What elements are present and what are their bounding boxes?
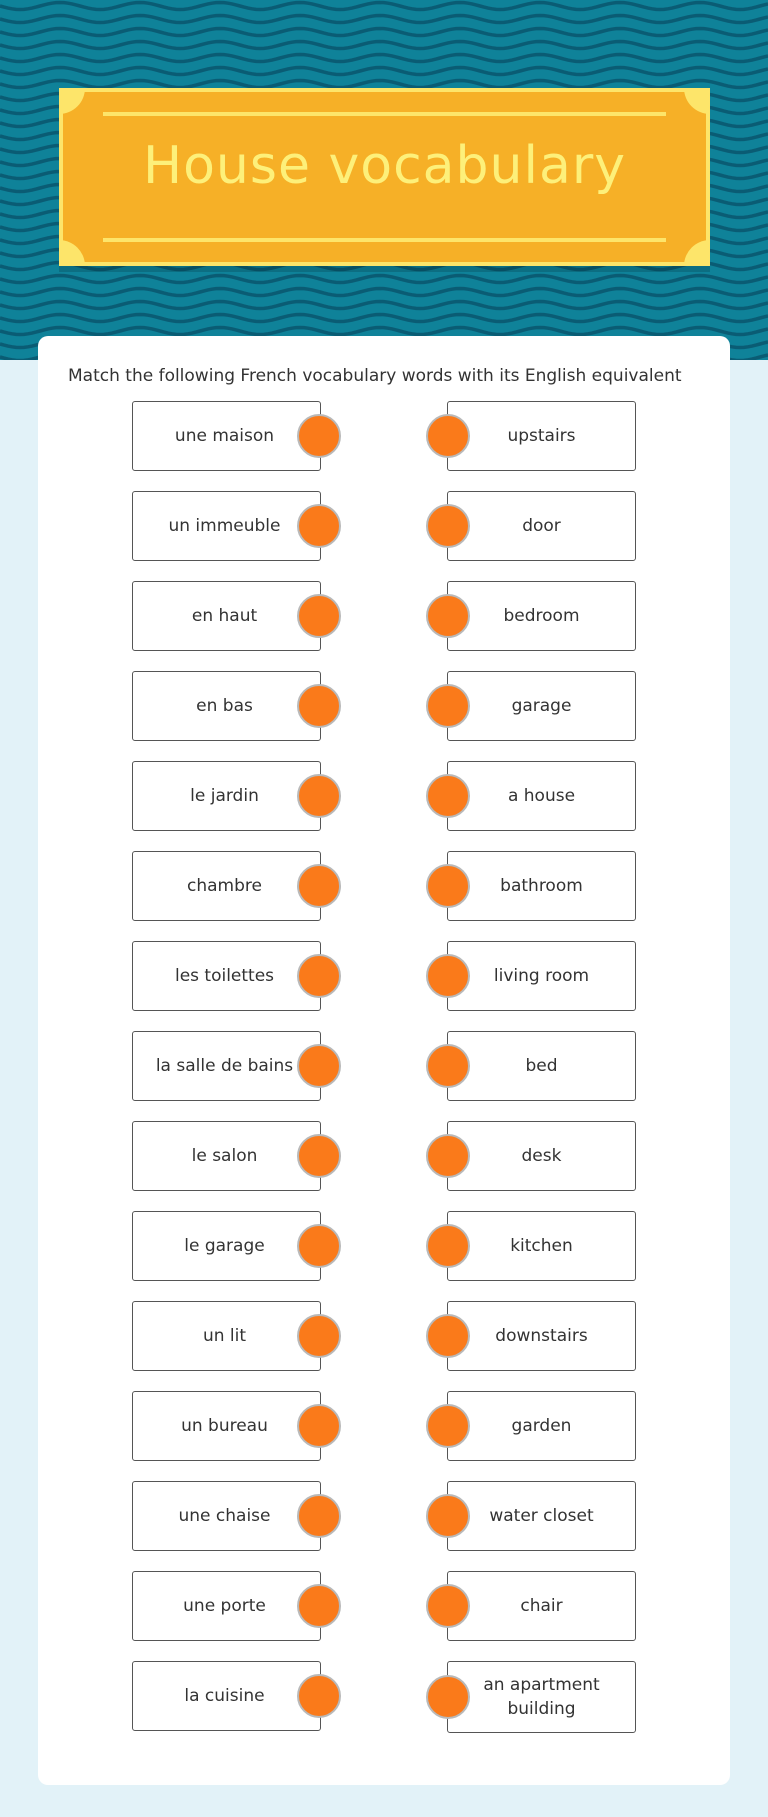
right-connector-dot[interactable] [426,864,470,908]
left-item-label: le jardin [190,786,259,806]
worksheet-card [38,336,730,1785]
left-item-label: la salle de bains [155,1056,294,1076]
left-connector-dot[interactable] [297,1314,341,1358]
wave-line [0,55,768,62]
wave-line [0,276,768,283]
left-connector-dot[interactable] [297,954,341,998]
right-item-label: chair [520,1596,563,1616]
left-match-item[interactable] [132,851,321,921]
right-connector-dot[interactable] [426,1314,470,1358]
right-match-item[interactable] [447,941,636,1011]
left-match-item[interactable] [132,671,321,741]
left-connector-dot[interactable] [297,864,341,908]
left-connector-dot[interactable] [297,504,341,548]
left-connector-dot[interactable] [297,414,341,458]
left-item-label: chambre [187,876,262,896]
left-connector-dot[interactable] [297,1134,341,1178]
right-connector-dot[interactable] [426,594,470,638]
right-match-item[interactable] [447,1121,636,1191]
left-match-item[interactable] [132,941,321,1011]
left-item-label: le salon [191,1146,258,1166]
right-match-item[interactable] [447,1571,636,1641]
right-item-label: water closet [489,1506,594,1526]
left-connector-dot[interactable] [297,1044,341,1088]
right-item-label: door [522,516,561,536]
left-match-item[interactable] [132,491,321,561]
right-connector-dot[interactable] [426,954,470,998]
left-item-label: un bureau [181,1416,268,1436]
left-item-label: un lit [202,1326,247,1346]
left-match-item[interactable] [132,1661,321,1731]
right-match-item[interactable] [447,1661,636,1733]
left-match-item[interactable] [132,1301,321,1371]
left-match-item[interactable] [132,1031,321,1101]
right-match-item[interactable] [447,1031,636,1101]
wave-line [0,68,768,75]
right-item-label: downstairs [495,1326,588,1346]
left-item-label: les toilettes [174,966,275,986]
right-item-label: kitchen [510,1236,573,1256]
left-item-label: une porte [183,1596,266,1616]
left-item-label: la cuisine [184,1686,265,1706]
wave-line [0,315,768,322]
right-item-label: a house [507,786,576,806]
left-match-item[interactable] [132,581,321,651]
right-item-label: bedroom [503,606,580,626]
left-match-item[interactable] [132,1211,321,1281]
left-item-label: en bas [196,696,253,716]
left-connector-dot[interactable] [297,1584,341,1628]
right-match-item[interactable] [447,491,636,561]
right-item-label: bathroom [500,876,583,896]
left-match-item[interactable] [132,1121,321,1191]
left-match-item[interactable] [132,761,321,831]
left-match-item[interactable] [132,1571,321,1641]
right-connector-dot[interactable] [426,1584,470,1628]
left-connector-dot[interactable] [297,1404,341,1448]
wave-line [0,328,768,335]
left-connector-dot[interactable] [297,594,341,638]
wave-line [0,42,768,49]
left-item-label: en haut [191,606,258,626]
right-connector-dot[interactable] [426,1044,470,1088]
right-connector-dot[interactable] [426,414,470,458]
wave-line [0,29,768,36]
right-item-label: desk [521,1146,562,1166]
right-match-item[interactable] [447,1211,636,1281]
left-item-label: une maison [174,426,275,446]
left-connector-dot[interactable] [297,1224,341,1268]
left-item-label: le garage [184,1236,265,1256]
right-item-label: an apartment building [483,1675,600,1719]
wave-line [0,81,768,88]
right-match-item[interactable] [447,761,636,831]
right-connector-dot[interactable] [426,1675,470,1719]
right-match-item[interactable] [447,671,636,741]
right-connector-dot[interactable] [426,1404,470,1448]
left-match-item[interactable] [132,1481,321,1551]
title-banner [59,88,710,266]
worksheet-title: House vocabulary [143,136,626,196]
left-item-label: un immeuble [168,516,281,536]
right-item-label: garden [511,1416,572,1436]
right-item-label: living room [493,966,590,986]
right-match-item[interactable] [447,401,636,471]
wave-line [0,289,768,296]
left-match-item[interactable] [132,1391,321,1461]
left-match-item[interactable] [132,401,321,471]
right-match-item[interactable] [447,1301,636,1371]
left-connector-dot[interactable] [297,684,341,728]
right-match-item[interactable] [447,851,636,921]
right-item-label: upstairs [507,426,576,446]
right-connector-dot[interactable] [426,504,470,548]
right-connector-dot[interactable] [426,774,470,818]
wave-line [0,16,768,23]
left-connector-dot[interactable] [297,1494,341,1538]
right-item-label: garage [511,696,572,716]
right-item-label: bed [525,1056,558,1076]
right-match-item[interactable] [447,1481,636,1551]
left-connector-dot[interactable] [297,1674,341,1718]
left-item-label: une chaise [178,1506,271,1526]
instructions-text: Match the following French vocabulary words with its English equivalent [68,366,682,386]
left-connector-dot[interactable] [297,774,341,818]
right-connector-dot[interactable] [426,1494,470,1538]
right-connector-dot[interactable] [426,1134,470,1178]
right-connector-dot[interactable] [426,684,470,728]
wave-line [0,302,768,309]
wave-line [0,3,768,10]
right-match-item[interactable] [447,1391,636,1461]
right-match-item[interactable] [447,581,636,651]
right-connector-dot[interactable] [426,1224,470,1268]
